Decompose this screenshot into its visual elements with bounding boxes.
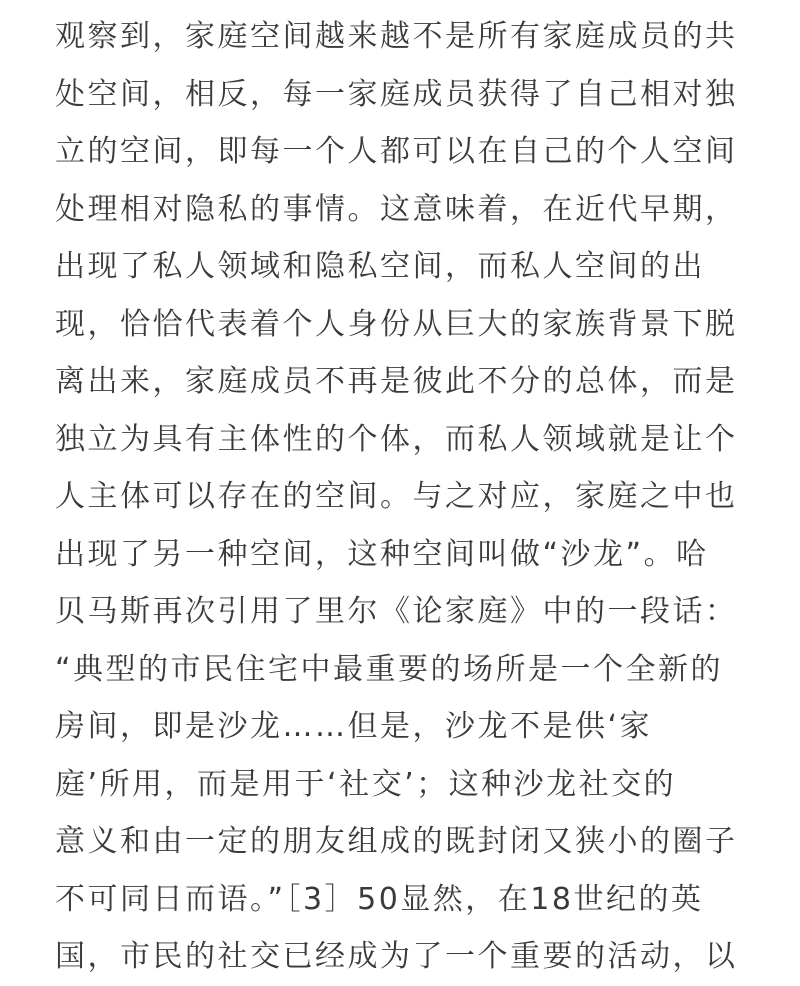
text-line: 贝马斯再次引用了里尔《论家庭》中的一段话： [55,594,738,629]
text-line: 庭’所用，而是用于‘社交’；这种沙龙社交的 [55,766,677,802]
text-column [55,8,755,986]
text-line: 意义和由一定的朋友组成的既封闭又狭小的圈子 [55,824,738,859]
text-line: 处理相对隐私的事情。这意味着，在近代早期， [55,191,738,227]
text-line: 现，恰恰代表着个人身份从巨大的家族背景下脱 [55,306,738,342]
text-line: 国，市民的社交已经成为了一个重要的活动，以 [55,939,738,974]
text-line: 出现了另一种空间，这种空间叫做“沙龙”。哈 [55,536,709,572]
text-line: 观察到，家庭空间越来越不是所有家庭成员的共 [55,19,738,54]
text-line: 房间，即是沙龙……但是，沙龙不是供‘家 [55,709,653,744]
text-line: 独立为具有主体性的个体，而私人领域就是让个 [55,421,738,457]
text-line: 立的空间，即每一个人都可以在自己的个人空间 [55,134,738,169]
text-line: 处空间，相反，每一家庭成员获得了自己相对独 [55,76,738,112]
text-line: 不可同日而语。”［3］50显然，在18世纪的英 [55,881,704,917]
text-line: 出现了私人领域和隐私空间，而私人空间的出 [55,249,705,284]
text-line: 离出来，家庭成员不再是彼此不分的总体，而是 [55,364,738,399]
text-line: 人主体可以存在的空间。与之对应，家庭之中也 [55,479,738,514]
text-line: “典型的市民住宅中最重要的场所是一个全新的 [55,651,724,687]
